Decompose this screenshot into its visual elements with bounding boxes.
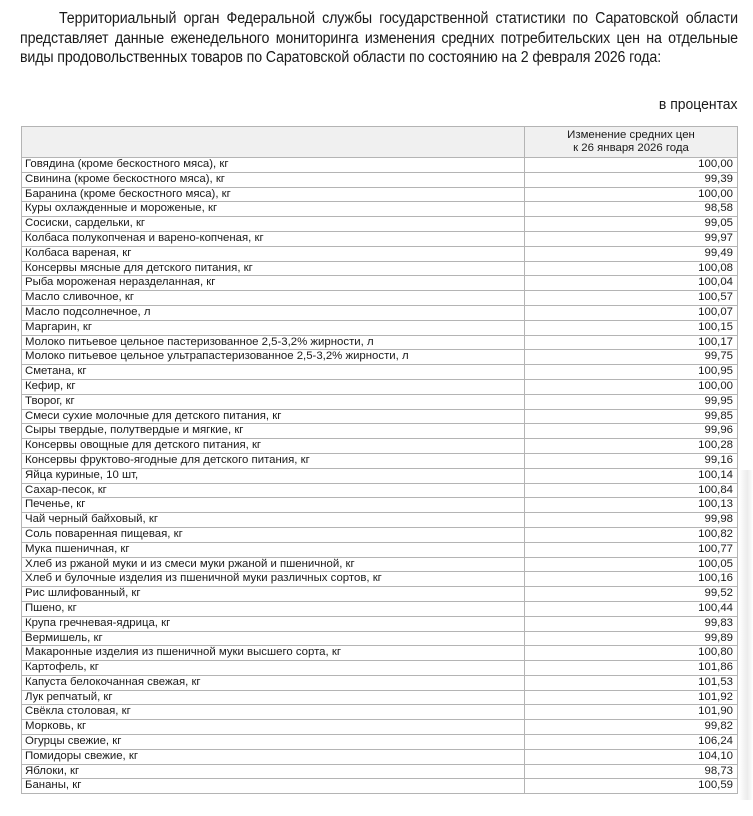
product-name-cell: Сахар-песок, кг bbox=[22, 483, 525, 498]
table-row bbox=[22, 187, 738, 202]
price-change-value-cell: 101,86 bbox=[525, 661, 738, 676]
units-label: в процентах bbox=[659, 96, 738, 113]
page-curl-shadow bbox=[739, 470, 753, 800]
price-change-value-cell: 99,85 bbox=[525, 409, 738, 424]
product-name-cell: Колбаса вареная, кг bbox=[22, 246, 525, 261]
product-name-cell: Капуста белокочанная свежая, кг bbox=[22, 675, 525, 690]
intro-paragraph: Территориальный орган Федеральной службы государственной статистики по Саратовской области представляет данные еженедельного мониторинга изменения средних потребительских цен на отдельные виды продовольственных товаров по Саратовской области по состоянию на 2 февраля 2026 года: bbox=[20, 10, 738, 66]
price-change-value-cell: 100,05 bbox=[525, 557, 738, 572]
table-row bbox=[22, 468, 738, 483]
product-name-cell: Баранина (кроме бескостного мяса), кг bbox=[22, 187, 525, 202]
product-name-cell: Говядина (кроме бескостного мяса), кг bbox=[22, 158, 525, 173]
table-row bbox=[22, 350, 738, 365]
product-name-cell: Молоко питьевое цельное пастеризованное 2,5-3,2% жирности, л bbox=[22, 335, 525, 350]
table-row bbox=[22, 453, 738, 468]
table-row bbox=[22, 675, 738, 690]
product-name-cell: Картофель, кг bbox=[22, 661, 525, 676]
price-change-value-cell: 99,98 bbox=[525, 513, 738, 528]
table-row bbox=[22, 661, 738, 676]
table-row bbox=[22, 158, 738, 173]
price-change-value-cell: 100,00 bbox=[525, 187, 738, 202]
product-name-cell: Сосиски, сардельки, кг bbox=[22, 217, 525, 232]
product-name-cell: Консервы овощные для детского питания, кг bbox=[22, 439, 525, 454]
product-name-cell: Макаронные изделия из пшеничной муки высшего сорта, кг bbox=[22, 646, 525, 661]
price-change-value-cell: 100,08 bbox=[525, 261, 738, 276]
price-change-value-cell: 101,53 bbox=[525, 675, 738, 690]
price-change-value-cell: 100,77 bbox=[525, 542, 738, 557]
product-name-cell: Пшено, кг bbox=[22, 601, 525, 616]
table-row bbox=[22, 646, 738, 661]
product-name-cell: Сыры твердые, полутвердые и мягкие, кг bbox=[22, 424, 525, 439]
product-name-cell: Сметана, кг bbox=[22, 365, 525, 380]
table-row bbox=[22, 513, 738, 528]
table-row bbox=[22, 749, 738, 764]
product-name-cell: Хлеб из ржаной муки и из смеси муки ржаной и пшеничной, кг bbox=[22, 557, 525, 572]
product-name-cell: Консервы фруктово-ягодные для детского питания, кг bbox=[22, 453, 525, 468]
product-name-cell: Чай черный байховый, кг bbox=[22, 513, 525, 528]
table-row bbox=[22, 631, 738, 646]
price-change-value-cell: 99,95 bbox=[525, 394, 738, 409]
price-change-value-cell: 99,75 bbox=[525, 350, 738, 365]
header-price-change-line2: к 26 января 2026 года bbox=[573, 142, 689, 154]
price-change-value-cell: 99,89 bbox=[525, 631, 738, 646]
product-name-cell: Хлеб и булочные изделия из пшеничной муки различных сортов, кг bbox=[22, 572, 525, 587]
table-row bbox=[22, 379, 738, 394]
table-row bbox=[22, 335, 738, 350]
table-row bbox=[22, 394, 738, 409]
product-name-cell: Морковь, кг bbox=[22, 720, 525, 735]
product-name-cell: Творог, кг bbox=[22, 394, 525, 409]
header-price-change-line1: Изменение средних цен bbox=[567, 129, 695, 141]
product-name-cell: Мука пшеничная, кг bbox=[22, 542, 525, 557]
price-change-value-cell: 101,90 bbox=[525, 705, 738, 720]
table-row bbox=[22, 690, 738, 705]
product-name-cell: Печенье, кг bbox=[22, 498, 525, 513]
table-row bbox=[22, 498, 738, 513]
price-change-value-cell: 99,82 bbox=[525, 720, 738, 735]
table-row bbox=[22, 779, 738, 794]
price-change-value-cell: 99,05 bbox=[525, 217, 738, 232]
price-change-value-cell: 100,59 bbox=[525, 779, 738, 794]
product-name-cell: Рис шлифованный, кг bbox=[22, 587, 525, 602]
product-name-cell: Консервы мясные для детского питания, кг bbox=[22, 261, 525, 276]
price-change-value-cell: 106,24 bbox=[525, 735, 738, 750]
product-name-cell: Куры охлажденные и мороженые, кг bbox=[22, 202, 525, 217]
price-change-value-cell: 100,28 bbox=[525, 439, 738, 454]
table-row bbox=[22, 483, 738, 498]
price-change-value-cell: 98,58 bbox=[525, 202, 738, 217]
header-price-change bbox=[525, 127, 738, 158]
table-row bbox=[22, 572, 738, 587]
product-name-cell: Соль поваренная пищевая, кг bbox=[22, 527, 525, 542]
product-name-cell: Свинина (кроме бескостного мяса), кг bbox=[22, 172, 525, 187]
table-row bbox=[22, 291, 738, 306]
product-name-cell: Кефир, кг bbox=[22, 379, 525, 394]
table-row bbox=[22, 246, 738, 261]
table-row bbox=[22, 705, 738, 720]
table-row bbox=[22, 365, 738, 380]
product-name-cell: Масло сливочное, кг bbox=[22, 291, 525, 306]
table-row bbox=[22, 202, 738, 217]
price-change-value-cell: 100,82 bbox=[525, 527, 738, 542]
price-change-value-cell: 99,52 bbox=[525, 587, 738, 602]
price-change-value-cell: 100,17 bbox=[525, 335, 738, 350]
product-name-cell: Молоко питьевое цельное ультрапастеризованное 2,5-3,2% жирности, л bbox=[22, 350, 525, 365]
price-change-value-cell: 99,39 bbox=[525, 172, 738, 187]
product-name-cell: Рыба мороженая неразделанная, кг bbox=[22, 276, 525, 291]
price-change-value-cell: 101,92 bbox=[525, 690, 738, 705]
table-row bbox=[22, 424, 738, 439]
price-change-value-cell: 100,14 bbox=[525, 468, 738, 483]
product-name-cell: Маргарин, кг bbox=[22, 320, 525, 335]
table-row bbox=[22, 527, 738, 542]
price-change-value-cell: 98,73 bbox=[525, 764, 738, 779]
product-name-cell: Помидоры свежие, кг bbox=[22, 749, 525, 764]
product-name-cell: Бананы, кг bbox=[22, 779, 525, 794]
table-row bbox=[22, 305, 738, 320]
table-row bbox=[22, 616, 738, 631]
table-row bbox=[22, 587, 738, 602]
header-product-name bbox=[22, 127, 525, 158]
table-row bbox=[22, 557, 738, 572]
table-row bbox=[22, 601, 738, 616]
price-change-value-cell: 100,16 bbox=[525, 572, 738, 587]
product-name-cell: Масло подсолнечное, л bbox=[22, 305, 525, 320]
price-change-value-cell: 100,13 bbox=[525, 498, 738, 513]
price-change-value-cell: 100,95 bbox=[525, 365, 738, 380]
table-row bbox=[22, 409, 738, 424]
price-change-value-cell: 100,57 bbox=[525, 291, 738, 306]
price-change-value-cell: 99,16 bbox=[525, 453, 738, 468]
product-name-cell: Огурцы свежие, кг bbox=[22, 735, 525, 750]
table-row bbox=[22, 320, 738, 335]
table-row bbox=[22, 439, 738, 454]
table-row bbox=[22, 720, 738, 735]
table-row bbox=[22, 276, 738, 291]
product-name-cell: Вермишель, кг bbox=[22, 631, 525, 646]
table-row bbox=[22, 261, 738, 276]
price-change-value-cell: 100,07 bbox=[525, 305, 738, 320]
price-change-value-cell: 100,84 bbox=[525, 483, 738, 498]
price-change-value-cell: 104,10 bbox=[525, 749, 738, 764]
price-change-value-cell: 100,00 bbox=[525, 158, 738, 173]
product-name-cell: Яблоки, кг bbox=[22, 764, 525, 779]
price-change-value-cell: 100,00 bbox=[525, 379, 738, 394]
price-change-value-cell: 100,44 bbox=[525, 601, 738, 616]
table-row bbox=[22, 172, 738, 187]
product-name-cell: Колбаса полукопченая и варено-копченая, кг bbox=[22, 231, 525, 246]
table-body bbox=[22, 158, 738, 794]
price-change-value-cell: 99,83 bbox=[525, 616, 738, 631]
price-change-value-cell: 99,96 bbox=[525, 424, 738, 439]
price-change-value-cell: 99,97 bbox=[525, 231, 738, 246]
table-header-row bbox=[22, 127, 738, 158]
product-name-cell: Смеси сухие молочные для детского питания, кг bbox=[22, 409, 525, 424]
price-change-table bbox=[21, 126, 738, 794]
product-name-cell: Крупа гречневая-ядрица, кг bbox=[22, 616, 525, 631]
table-row bbox=[22, 231, 738, 246]
table-row bbox=[22, 764, 738, 779]
table-row bbox=[22, 542, 738, 557]
price-change-value-cell: 100,04 bbox=[525, 276, 738, 291]
table-row bbox=[22, 217, 738, 232]
price-change-value-cell: 99,49 bbox=[525, 246, 738, 261]
product-name-cell: Свёкла столовая, кг bbox=[22, 705, 525, 720]
price-change-value-cell: 100,80 bbox=[525, 646, 738, 661]
price-change-value-cell: 100,15 bbox=[525, 320, 738, 335]
product-name-cell: Лук репчатый, кг bbox=[22, 690, 525, 705]
product-name-cell: Яйца куриные, 10 шт, bbox=[22, 468, 525, 483]
table-row bbox=[22, 735, 738, 750]
